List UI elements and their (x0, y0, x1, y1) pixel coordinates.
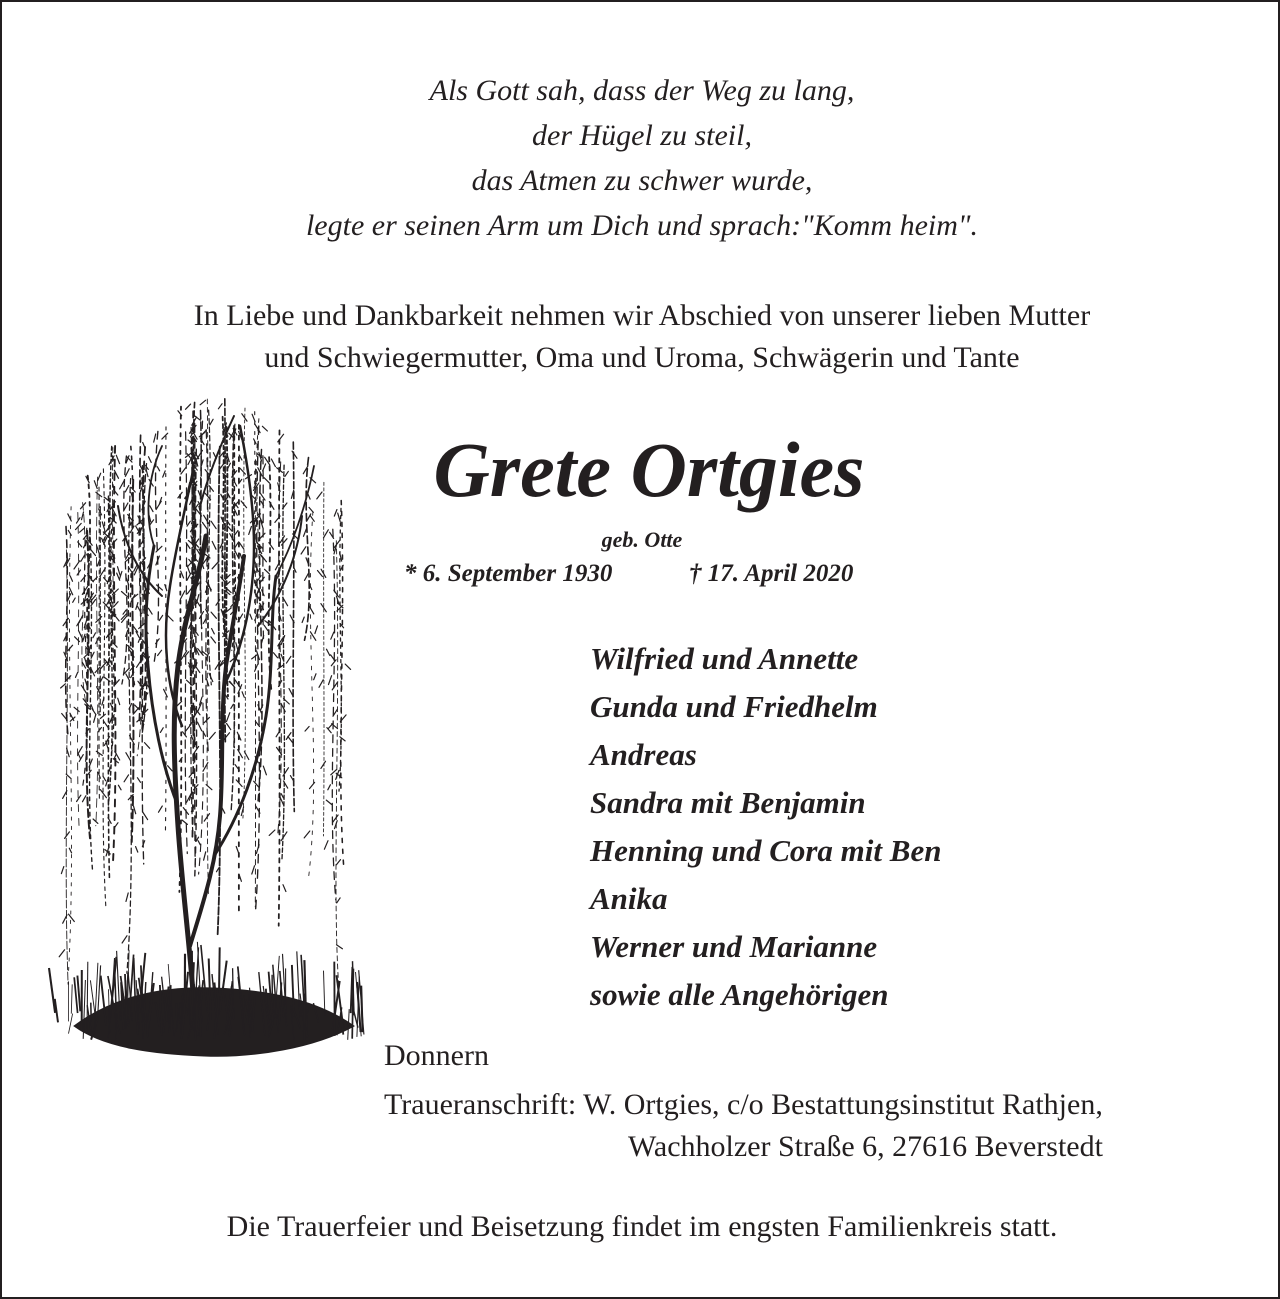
poem-line: legte er seinen Arm um Dich und sprach:"Komm heim". (305, 209, 979, 242)
poem (2, 68, 1280, 248)
intro-line: und Schwiegermutter, Oma und Uroma, Schwägerin und Tante (264, 341, 1020, 374)
closing-note: Die Trauerfeier und Beisetzung findet im engsten Familienkreis statt. (226, 1210, 1058, 1243)
address-line-2: Wachholzer Straße 6, 27616 Beverstedt (628, 1130, 1103, 1163)
place-name: Donnern (384, 1039, 489, 1072)
list-item: Henning und Cora mit Ben (590, 833, 942, 868)
willow-grass (49, 942, 364, 1056)
poem-line: das Atmen zu schwer wurde, (471, 164, 813, 197)
birth-name: geb. Otte (601, 527, 683, 552)
weeping-willow-icon (44, 386, 374, 1076)
poem-line: Als Gott sah, dass der Weg zu lang, (429, 74, 855, 107)
address-line-1: W. Ortgies, c/o Bestattungsinstitut Rathjen, (583, 1088, 1103, 1121)
poem-line: der Hügel zu steil, (532, 119, 752, 152)
deceased-name: Grete Ortgies (433, 426, 865, 513)
list-item: Anika (590, 881, 668, 916)
list-item: sowie alle Angehörigen (590, 977, 889, 1012)
death-date: † 17. April 2020 (689, 560, 854, 587)
mourners-list (590, 635, 941, 1019)
list-item: Gunda und Friedhelm (590, 689, 878, 724)
birth-date: * 6. September 1930 (404, 560, 613, 587)
mourning-address (384, 1084, 1103, 1163)
list-item: Sandra mit Benjamin (590, 785, 866, 820)
address-label: Traueranschrift: (384, 1088, 584, 1121)
intro-line: In Liebe und Dankbarkeit nehmen wir Abschied von unserer lieben Mutter (193, 299, 1091, 332)
list-item: Werner und Marianne (590, 929, 878, 964)
list-item: Andreas (590, 737, 697, 772)
intro-text (2, 295, 1280, 379)
list-item: Wilfried und Annette (590, 641, 859, 676)
